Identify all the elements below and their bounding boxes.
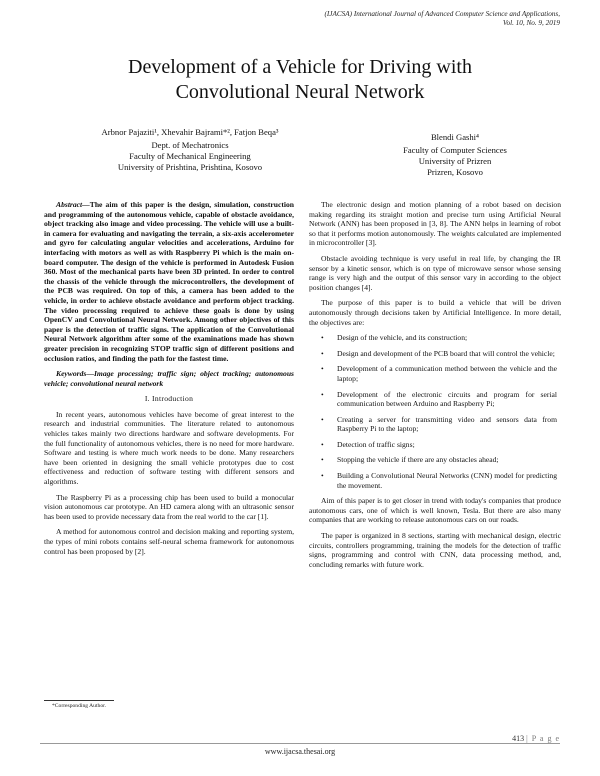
author-block-right bbox=[350, 132, 560, 178]
author-block-left bbox=[40, 127, 340, 173]
author-faculty-left: Faculty of Mechanical Engineering bbox=[129, 151, 251, 161]
abstract bbox=[44, 200, 294, 363]
author-names-left: Arbnor Pajaziti¹, Xhevahir Bajrami*², Fatjon Beqa³ bbox=[101, 127, 279, 137]
bullet-icon: • bbox=[321, 414, 324, 424]
right-paragraph-4: Aim of this paper is to get closer in trend with today's companies that produce autonomous cars, one of which is well known, Tesla. But there are also many companies that are working to release autonomous cars on our roads. bbox=[309, 496, 561, 525]
bullet-icon: • bbox=[321, 455, 324, 465]
right-paragraph-3: The purpose of this paper is to build a vehicle that will be driven autonomously through decisions taken by Artificial Intelligence. In more detail, the objectives are: bbox=[309, 298, 561, 327]
intro-paragraph-3: A method for autonomous control and decision making and reporting system, the types of mini robots contains self-neural schema framework for autonomous control has been proposed by [2]. bbox=[44, 527, 294, 556]
journal-header-line2: Vol. 10, No. 9, 2019 bbox=[502, 19, 560, 27]
bullet-icon: • bbox=[321, 348, 324, 358]
keywords-label: Keywords— bbox=[56, 369, 94, 379]
right-column bbox=[309, 200, 561, 575]
author-dept: Dept. of Mechatronics bbox=[151, 140, 229, 150]
author-city-right: Prizren, Kosovo bbox=[427, 167, 483, 177]
bullet-icon: • bbox=[321, 471, 324, 481]
author-university-left: University of Prishtina, Prishtina, Kosovo bbox=[117, 162, 263, 172]
page-number bbox=[512, 734, 560, 743]
author-university-right: University of Prizren bbox=[418, 156, 492, 166]
bullet-icon: • bbox=[321, 439, 324, 449]
journal-header bbox=[140, 10, 560, 28]
section-heading-introduction: I. Introduction bbox=[144, 394, 194, 404]
list-item: • Building a Convolutional Neural Networks (CNN) model for predicting the movement. bbox=[321, 471, 557, 490]
list-item: • Development of the electronic circuits and program for serial communication between Arduino and Raspberry Pi; bbox=[321, 389, 557, 409]
intro-paragraph-1: In recent years, autonomous vehicles have become of great interest to the research and industrial communities. The literature related to autonomous vehicles takes mainly two directions hardware and software developments. For the full functionality of autonomous vehicles, there is no need for more hardware. Software and testing is where much work needs to be done. Many researchers have been oriented in designing the small vehicle prototypes due to cost effectiveness and reduction of software testing with different sensors and algorithms. bbox=[44, 409, 294, 487]
objectives-list bbox=[309, 333, 561, 490]
footnote-divider bbox=[44, 700, 114, 701]
page-number-value: 413 bbox=[512, 734, 525, 743]
footer-divider bbox=[40, 743, 560, 744]
keywords bbox=[44, 369, 294, 388]
bullet-icon: • bbox=[321, 333, 324, 343]
left-column bbox=[44, 200, 294, 562]
abstract-text: The aim of this paper is the design, simulation, construction and programming of the autonomous vehicle, capable of obstacle avoidance, object tracking also image and video processing. The vehicle will use a built-in camera for evaluating and navigating the terrain, a six-axis accelerometer and gyro for calculating angular velocities and accelerations, Arduino for interfacing with motors as well as with Raspberry Pi which is the main on-board computer. The design of the vehicle is performed in Autodesk Fusion 360. Most of the mechanical parts have been 3D printed. In order to control the chassis of the vehicle through the microcontrollers, the development of the PCB was required. On top of this, a camera has been added to the vehicle, in order to achieve obstacle avoidance and perform object tracking. The video processing required to achieve these goals is done by using OpenCV and Convolutional Neural Network. Among other objectives of this paper is the detection of traffic signs. The application of the Convolutional Neural Network algorithm after some of the examinations made has shown greater precision in recognizing STOP traffic sign of different positions and occlusion ratios, and finding the path for the fastest time. bbox=[44, 200, 294, 363]
author-faculty-right: Faculty of Computer Sciences bbox=[403, 145, 507, 155]
page-label: | P a g e bbox=[526, 734, 560, 743]
journal-header-line1: (IJACSA) International Journal of Advanced Computer Science and Applications, bbox=[324, 10, 560, 18]
author-names-right: Blendi Gashi⁴ bbox=[430, 132, 480, 142]
right-paragraph-2: Obstacle avoiding technique is very useful in real life, by changing the IR sensor by a kinetic sensor, which is on type of microwave sensor whose sensing range is very high and the output of this sensor vary in according to the object position changes [4]. bbox=[309, 253, 561, 292]
right-paragraph-5: The paper is organized in 8 sections, starting with mechanical design, electric circuits, controllers programming, training the models for the detection of traffic signs, programming and control with CNN, data processing method, and, concluding remarks with future work. bbox=[309, 531, 561, 569]
list-item: • Creating a server for transmitting video and sensors data from Raspberry Pi to the laptop; bbox=[321, 414, 557, 434]
list-item: • Detection of traffic signs; bbox=[321, 439, 415, 449]
paper-title-line1: Development of a Vehicle for Driving with bbox=[128, 56, 472, 78]
list-item: • Design of the vehicle, and its construction; bbox=[321, 333, 468, 343]
keywords-text: Image processing; traffic sign; object tracking; autonomous vehicle; convolutional neural network bbox=[44, 369, 294, 388]
paper-title bbox=[40, 55, 560, 105]
bullet-icon: • bbox=[321, 389, 324, 399]
list-item: • Stopping the vehicle if there are any obstacles ahead; bbox=[321, 455, 499, 465]
footnote: *Corresponding Author. bbox=[52, 703, 107, 709]
list-item: • Development of a communication method between the vehicle and the laptop; bbox=[321, 364, 557, 383]
intro-paragraph-2: The Raspberry Pi as a processing chip has been used to build a monocular vision autonomous car prototype. An HD camera along with an ultrasonic sensor has been used to provide necessary data from the real world to the car [1]. bbox=[44, 492, 294, 521]
list-item: • Design and development of the PCB board that will control the vehicle; bbox=[321, 348, 555, 358]
paper-title-line2: Convolutional Neural Network bbox=[175, 81, 425, 103]
abstract-label: Abstract— bbox=[56, 200, 90, 209]
right-paragraph-1: The electronic design and motion planning of a robot based on decision making regarding its straight motion and precise turn using Artificial Neural Network (ANN) has been proposed in [3, 8]. The ANN helps in learning of robot so that it performs motion autonomously. The weights calculated are implemented in microcontroller [3]. bbox=[309, 200, 561, 248]
footer-url[interactable]: www.ijacsa.thesai.org bbox=[264, 747, 336, 756]
bullet-icon: • bbox=[321, 364, 324, 374]
